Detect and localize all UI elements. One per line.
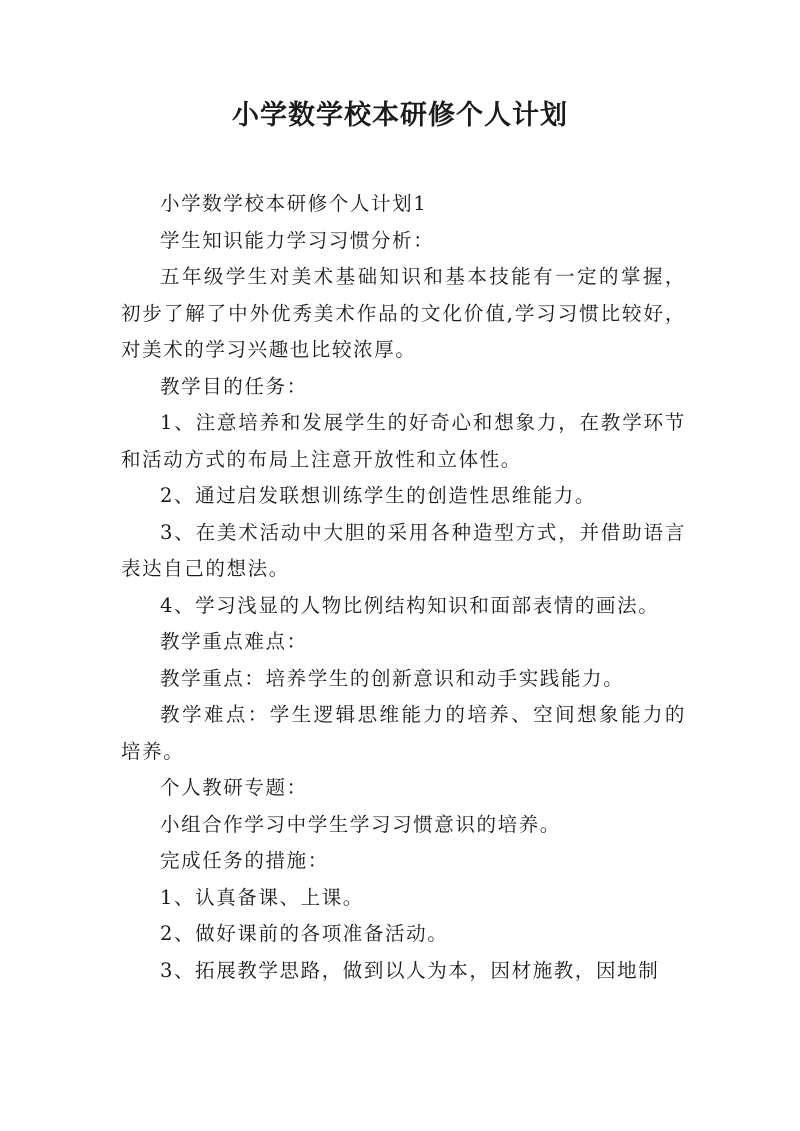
paragraph: 2、通过启发联想训练学生的创造性思维能力。	[160, 484, 597, 507]
paragraph: 1、认真备课、上课。	[160, 885, 364, 909]
paragraph: 教学目的任务：	[160, 374, 308, 398]
paragraph: 教学难点：学生逻辑思维能力的培养、空间想象能力的培养。	[121, 703, 686, 763]
paragraph: 1、注意培养和发展学生的好奇心和想象力，在教学环节和活动方式的布局上注意开放性和立体性。	[121, 411, 686, 471]
paragraph: 完成任务的措施：	[160, 849, 329, 872]
paragraph: 3、在美术活动中大胆的采用各种造型方式，并借助语言表达自己的想法。	[121, 520, 686, 580]
paragraph: 个人教研专题：	[160, 776, 308, 799]
paragraph: 2、做好课前的各项准备活动。	[160, 922, 449, 945]
paragraph: 学生知识能力学习习惯分析：	[160, 228, 435, 252]
paragraph: 五年级学生对美术基础知识和基本技能有一定的掌握，初步了解了中外优秀美术作品的文化价值,学习习惯比较好，对美术的学习兴趣也比较浓厚。	[121, 265, 686, 361]
paragraph: 小组合作学习中学生学习习惯意识的培养。	[160, 812, 561, 836]
paragraph: 教学重点：培养学生的创新意识和动手实践能力。	[160, 666, 625, 690]
paragraph: 教学重点难点：	[160, 630, 308, 653]
paragraph: 4、学习浅显的人物比例结构知识和面部表情的画法。	[160, 593, 660, 617]
document-body	[121, 186, 686, 989]
document-title: 小学数学校本研修个人计划	[232, 100, 568, 131]
paragraph: 3、拓展教学思路，做到以人为本，因材施教，因地制	[160, 958, 660, 982]
paragraph-heading: 小学数学校本研修个人计划1	[160, 192, 428, 215]
